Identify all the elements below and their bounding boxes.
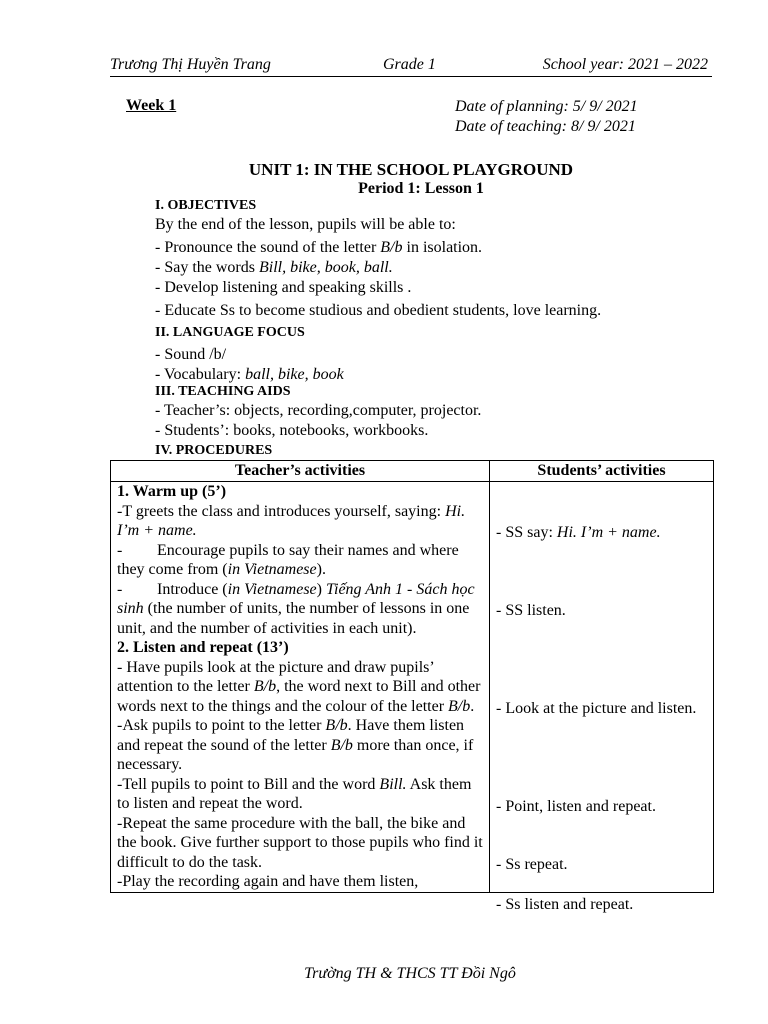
page-header [110, 56, 712, 77]
teacher-step: -Ask pupils to point to the letter B/b. Have them listen and repeat the sound of the letter B/b more than once, if necessary. [117, 717, 474, 773]
table-header-row [111, 461, 714, 482]
header-school-year: School year: 2021 – 2022 [542, 56, 708, 73]
language-focus-heading: II. LANGUAGE FOCUS [155, 325, 305, 340]
week-label: Week 1 [126, 97, 177, 114]
period-title: Period 1: Lesson 1 [358, 180, 484, 197]
teacher-step: -Repeat the same procedure with the ball, the bike and the book. Give further support to those pupils who find it difficult to do the task. [117, 814, 483, 871]
procedures-table [110, 460, 714, 913]
student-step: - Ss listen and repeat. [496, 896, 634, 913]
lesson-dates [455, 97, 638, 137]
col-teacher-header: Teacher’s activities [111, 461, 490, 482]
teacher-step: -Tell pupils to point to Bill and the word Bill. Ask them to listen and repeat the word. [117, 775, 472, 812]
col-students-header: Students’ activities [490, 461, 714, 482]
language-vocabulary: - Vocabulary: ball, bike, book [155, 366, 344, 383]
student-step: - SS say: Hi. I’m + name. [496, 524, 661, 541]
teacher-step: -Play the recording again and have them listen, [117, 873, 419, 890]
procedures-heading: IV. PROCEDURES [155, 443, 273, 458]
teacher-step: -T greets the class and introduces yourself, saying: Hi. I’m + name. [117, 502, 466, 539]
student-step: - Point, listen and repeat. [496, 798, 656, 815]
teacher-step: - Encourage pupils to say their names and where they come from (in Vietnamese). [117, 541, 459, 578]
page-footer: Trường TH & THCS TT Đồi Ngô [304, 965, 516, 982]
teaching-aids-heading: III. TEACHING AIDS [155, 384, 291, 399]
student-step: - Ss repeat. [496, 856, 568, 873]
date-of-teaching: Date of teaching: 8/ 9/ 2021 [455, 118, 636, 135]
student-step: - SS listen. [496, 602, 566, 619]
objectives-heading: I. OBJECTIVES [155, 198, 257, 213]
teacher-step: - Have pupils look at the picture and draw pupils’ attention to the letter B/b, the word next to Bill and other words next to the things and the colour of the letter B/b. [117, 658, 481, 715]
language-sound: - Sound /b/ [155, 346, 227, 363]
table-row [111, 482, 714, 893]
warmup-title: 1. Warm up (5’) [117, 483, 227, 500]
objective-item: - Say the words Bill, bike, book, ball. [155, 259, 393, 276]
objective-item: - Develop listening and speaking skills . [155, 279, 412, 296]
date-of-planning: Date of planning: 5/ 9/ 2021 [455, 98, 638, 115]
objective-item: - Pronounce the sound of the letter B/b in isolation. [155, 239, 483, 256]
teaching-aids-teacher: - Teacher’s: objects, recording,computer, projector. [155, 402, 482, 419]
unit-title: UNIT 1: IN THE SCHOOL PLAYGROUND [248, 160, 574, 179]
header-grade: Grade 1 [383, 56, 436, 73]
header-author: Trương Thị Huyền Trang [110, 56, 271, 73]
teacher-activities-cell [111, 482, 490, 893]
objective-item: - Educate Ss to become studious and obedient students, love learning. [155, 302, 602, 319]
objectives-intro: By the end of the lesson, pupils will be able to: [155, 216, 456, 233]
student-step: - Look at the picture and listen. [496, 700, 697, 717]
students-activities-cell [490, 482, 714, 913]
teaching-aids-students: - Students’: books, notebooks, workbooks. [155, 422, 429, 439]
listen-title: 2. Listen and repeat (13’) [117, 639, 289, 656]
teacher-step: - Introduce (in Vietnamese) Tiếng Anh 1 - Sách học sinh (the number of units, the number of lessons in one unit, and the number of activities in each unit). [117, 580, 475, 637]
